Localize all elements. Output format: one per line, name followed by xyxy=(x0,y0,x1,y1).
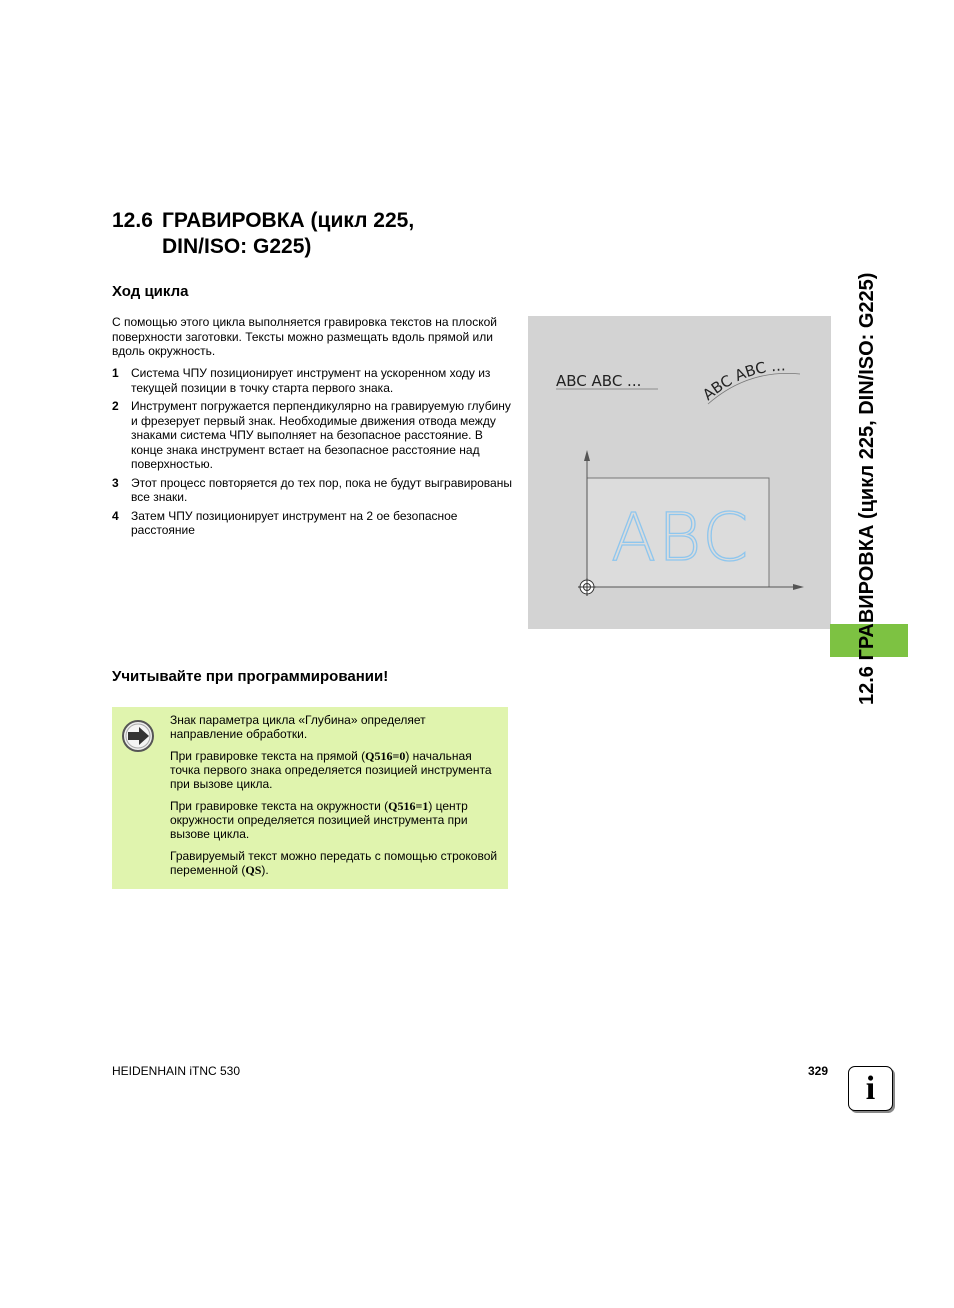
param-code: QS xyxy=(245,863,262,877)
engraving-diagram xyxy=(528,316,831,629)
step-text: Затем ЧПУ позиционирует инструмент на 2 ое безопасное расстояние xyxy=(131,508,458,537)
x-axis-arrow xyxy=(793,584,804,590)
title-line2: DIN/ISO: G225) xyxy=(162,235,312,258)
info-icon: i xyxy=(848,1066,893,1111)
page-number: 329 xyxy=(808,1064,829,1078)
section-number: 12.6 xyxy=(112,209,153,232)
arc-text-sample xyxy=(699,356,786,404)
side-running-title: 12.6 ГРАВИРОВКА (цикл 225, DIN/ISO: G225) xyxy=(856,272,878,705)
step-text: Инструмент погружается перпендикулярно на гравируемую глубину и фрезерует первый знак. Необходимые движения отвода между знаками система ЧПУ выполняет на безопасное расстояние. В конце знака инструмент встает на безопасное расстояние над поверхностью. xyxy=(131,399,511,471)
step-item xyxy=(112,509,512,538)
page-title xyxy=(112,208,512,260)
step-item xyxy=(112,476,512,505)
cycle-steps xyxy=(112,366,512,542)
step-number: 4 xyxy=(112,508,119,523)
step-number: 1 xyxy=(112,366,119,380)
step-number: 2 xyxy=(112,399,119,413)
param-code: Q516=1 xyxy=(388,799,429,813)
engraving-figure xyxy=(528,316,831,629)
title-line1: ГРАВИРОВКА (цикл 225, xyxy=(162,209,415,232)
cycle-intro: С помощью этого цикла выполняется гравировка текстов на плоской поверхности заготовки. Тексты можно размещать вдоль прямой или вдоль окружность. xyxy=(112,315,497,358)
note-text xyxy=(170,713,500,885)
note-box xyxy=(112,707,508,889)
step-item xyxy=(112,366,512,395)
param-code: Q516=0 xyxy=(365,749,406,763)
step-number: 3 xyxy=(112,475,119,490)
note-paragraph-1: Знак параметра цикла «Глубина» определяет направление обработки. xyxy=(170,713,426,741)
programming-heading: Учитывайте при программировании! xyxy=(112,668,389,685)
footer-product: HEIDENHAIN iTNC 530 xyxy=(112,1064,241,1078)
step-text: Этот процесс повторяется до тех пор, пока не будут выгравированы все знаки. xyxy=(131,475,512,504)
straight-text-sample: ABC ABC ... xyxy=(556,372,642,390)
cycle-heading: Ход цикла xyxy=(112,283,189,300)
y-axis-arrow xyxy=(584,450,590,461)
step-text: Система ЧПУ позиционирует инструмент на ускоренном ходу из текущей позиции в точку старта первого знака. xyxy=(131,366,491,395)
note-paragraph-3: При гравировке текста на окружности (Q516=1) центр окружности определяется позицией инструмента при вызове цикла. xyxy=(170,799,468,841)
note-paragraph-2: При гравировке текста на прямой (Q516=0) начальная точка первого знака определяется позицией инструмента при вызове цикла. xyxy=(170,749,492,791)
step-item xyxy=(112,399,512,472)
big-abc-text: ABC xyxy=(611,499,751,576)
arc-text-path: ABC ABC ... xyxy=(699,356,786,404)
note-paragraph-4: Гравируемый текст можно передать с помощью строковой переменной (QS). xyxy=(170,849,498,877)
arrow-right-icon xyxy=(121,719,155,758)
